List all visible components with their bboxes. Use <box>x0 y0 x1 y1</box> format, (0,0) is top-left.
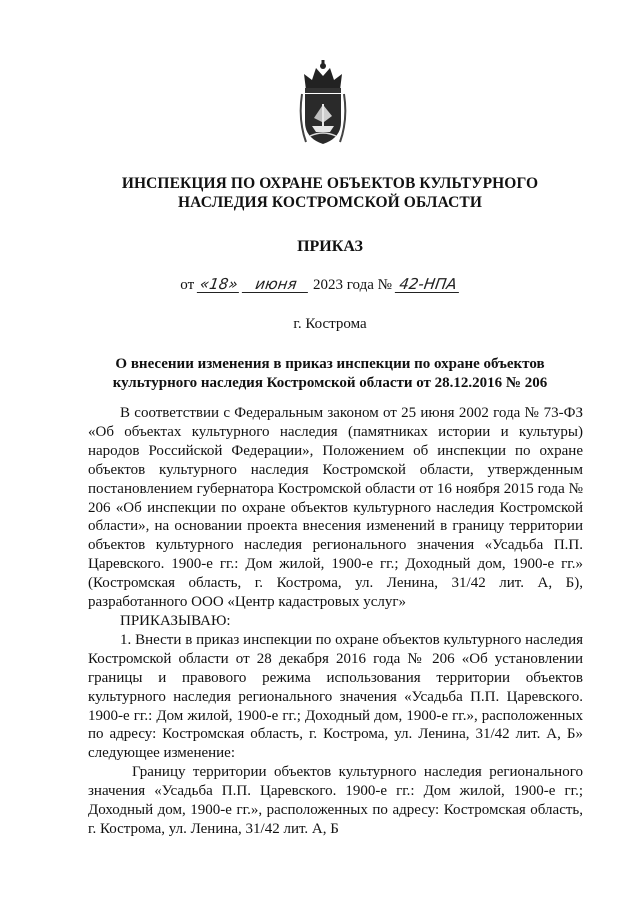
preamble-paragraph: В соответствии с Федеральным законом от 25 июня 2002 года № 73-ФЗ «Об объектах культурного наследия (памятниках истории и культуры) народов Российской Федерации», Положением об инспекции по охране объектов культурного наследия Костромской области, утвержденным постановлением губернатора Костромской области от 16 ноября 2015 года № 206 «Об инспекции по охране объектов культурного наследия Костромской области», на основании проекта внесения изменений в границу территории объектов культурного наследия регионального значения «Усадьба П.П. Царевского. 1900-е гг.: Дом жилой, 1900-е гг.; Доходный дом, 1900-е гг.» (Костромская область, г. Кострома, ул. Ленина, 31/42 лит. А, Б), разработанного ООО «Центр кадастровых услуг» <box>88 405 583 611</box>
item-1-text-paragraph: Границу территории объектов культурного наследия регионального значения «Усадьба П.П. Царевского. 1900-е гг.: Дом жилой, 1900-е гг.; Доходный дом, 1900-е гг.», расположенных по адресу: Костромская область, г. Кострома, ул. Ленина, 31/42 лит. А, Б <box>88 764 583 837</box>
handwritten-day: «18» <box>198 275 239 293</box>
date-prefix: от <box>180 277 195 293</box>
order-subject-line-2: культурного наследия Костромской области от 28.12.2016 № 206 <box>112 375 548 391</box>
order-word: ПРИКАЗЫВАЮ: <box>120 612 231 629</box>
handwritten-month: июня <box>242 276 310 293</box>
order-subject-line-1: О внесении изменения в приказ инспекции по охране объектов <box>115 356 545 372</box>
year-text: 2023 года № <box>313 277 392 293</box>
handwritten-number: 42-НПА <box>395 276 461 293</box>
document-type: ПРИКАЗ <box>297 238 363 255</box>
organization-title-line-2: НАСЛЕДИЯ КОСТРОМСКОЙ ОБЛАСТИ <box>178 194 482 211</box>
date-number-line <box>0 275 640 295</box>
city-name: г. Кострома <box>293 316 367 332</box>
order-subject <box>88 355 572 393</box>
order-body <box>88 404 583 839</box>
organization-title-line-1: ИНСПЕКЦИЯ ПО ОХРАНЕ ОБЪЕКТОВ КУЛЬТУРНОГО <box>121 175 539 192</box>
coat-of-arms-icon <box>296 60 350 148</box>
item-1-paragraph: 1. Внести в приказ инспекции по охране объектов культурного наследия Костромской области от 28 декабря 2016 года № 206 «Об установлении границы и правового режима использования территории объектов культурного наследия регионального значения «Усадьба П.П. Царевского. 1900-е гг.: Дом жилой, 1900-е гг.; Доходный дом, 1900-е гг.», расположенных по адресу: Костромская область, г. Кострома, ул. Ленина, 31/42 лит. А, Б» следующее изменение: <box>88 631 583 762</box>
organization-title <box>60 174 600 212</box>
